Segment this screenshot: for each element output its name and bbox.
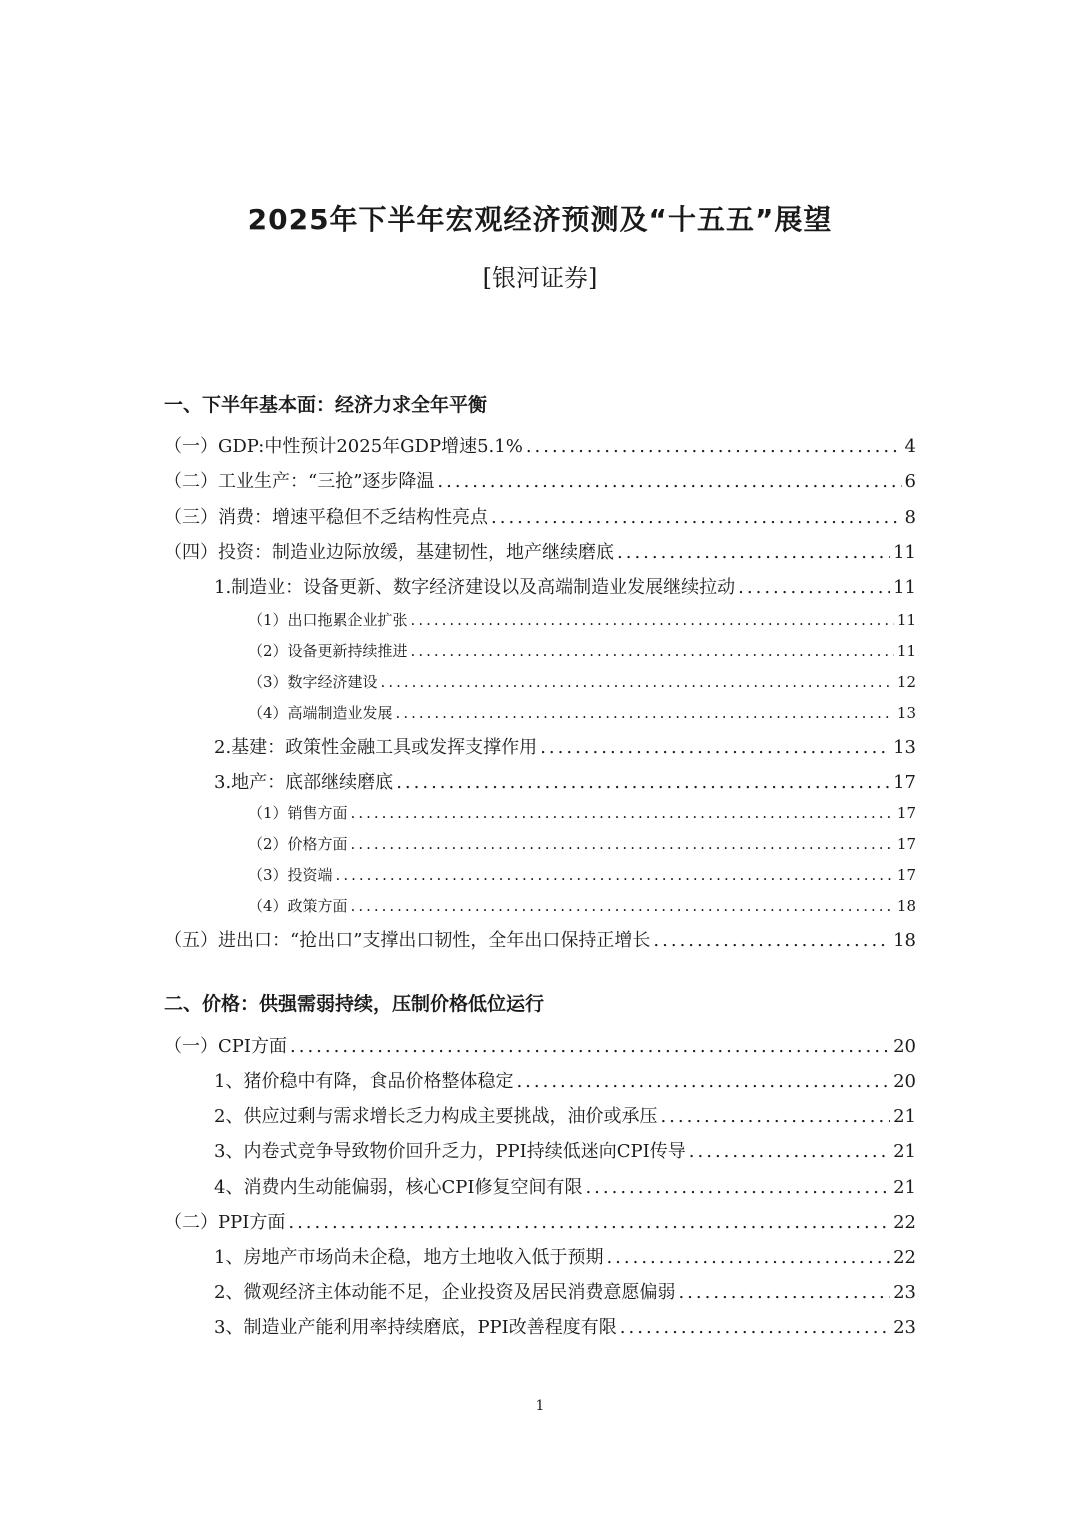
toc-entry-label: （3）投资端: [248, 866, 333, 884]
page-number: 1: [535, 1398, 545, 1414]
toc-leader-dots: [660, 1106, 890, 1127]
toc-leader-dots: [351, 897, 894, 915]
toc-entry-page: 21: [893, 1106, 916, 1127]
toc-entry-label: 2、微观经济主体动能不足，企业投资及居民消费意愿偏弱: [214, 1282, 676, 1303]
toc-leader-dots: [526, 436, 902, 457]
toc-leader-dots: [288, 1212, 890, 1233]
toc-leader-dots: [738, 577, 890, 598]
toc-entry[interactable]: [164, 1208, 916, 1234]
toc-entry-page: 22: [893, 1212, 916, 1233]
toc-entry[interactable]: [248, 640, 916, 661]
toc-entry[interactable]: [214, 733, 916, 759]
toc-entry-label: （3）数字经济建设: [248, 673, 378, 691]
document-title: 2025年下半年宏观经济预测及“十五五”展望: [247, 203, 833, 236]
toc-leader-dots: [516, 1071, 890, 1092]
toc-entry-page: 11: [893, 577, 916, 598]
toc-leader-dots: [689, 1141, 890, 1162]
toc-entry-label: （2）价格方面: [248, 835, 348, 853]
toc-leader-dots: [396, 772, 890, 793]
toc-entry-page: 8: [904, 507, 916, 528]
toc-entry-label: （4）高端制造业发展: [248, 704, 393, 722]
toc-entry[interactable]: [248, 609, 916, 630]
toc-entry-page: 23: [893, 1282, 916, 1303]
toc-leader-dots: [411, 611, 894, 629]
toc-entry-label: 1、房地产市场尚未企稳，地方土地收入低于预期: [214, 1247, 604, 1268]
toc-entry[interactable]: [214, 1102, 916, 1128]
toc-leader-dots: [351, 804, 894, 822]
toc-entry-page: 13: [896, 704, 916, 722]
toc-entry[interactable]: [214, 1313, 916, 1339]
toc-entry[interactable]: [164, 926, 916, 952]
toc-entry[interactable]: [214, 1173, 916, 1199]
toc-entry[interactable]: [214, 1243, 916, 1269]
toc-entry-label: （二）工业生产：“三抢”逐步降温: [164, 471, 435, 492]
toc-entry-label: 2.基建：政策性金融工具或发挥支撑作用: [214, 737, 538, 758]
toc-leader-dots: [606, 1247, 890, 1268]
toc-entry-page: 21: [893, 1141, 916, 1162]
toc-entry[interactable]: [164, 538, 916, 564]
toc-entry-page: 12: [896, 673, 916, 691]
toc-entry-page: 18: [893, 930, 916, 951]
toc-entry-label: （一）CPI方面: [164, 1036, 287, 1057]
toc-entry-page: 11: [896, 611, 916, 629]
toc-entry[interactable]: [214, 573, 916, 599]
toc-leader-dots: [617, 542, 890, 563]
toc-entry-page: 20: [893, 1071, 916, 1092]
toc-entry-page: 17: [896, 835, 916, 853]
toc-entry-page: 17: [896, 804, 916, 822]
toc-entry[interactable]: [164, 503, 916, 529]
toc-entry-label: 3.地产：底部继续磨底: [214, 772, 394, 793]
toc-leader-dots: [381, 673, 894, 691]
toc-entry-page: 22: [893, 1247, 916, 1268]
toc-entry-page: 17: [893, 772, 916, 793]
toc-leader-dots: [653, 930, 890, 951]
toc-entry-page: 20: [893, 1036, 916, 1057]
toc-entry-label: （五）进出口：“抢出口”支撑出口韧性，全年出口保持正增长: [164, 930, 651, 951]
toc-leader-dots: [351, 835, 894, 853]
toc-entry-label: （三）消费：增速平稳但不乏结构性亮点: [164, 507, 488, 528]
toc-entry[interactable]: [164, 432, 916, 458]
toc-leader-dots: [491, 507, 902, 528]
toc-entry-page: 23: [893, 1317, 916, 1338]
toc-entry-page: 21: [893, 1177, 916, 1198]
toc-entry[interactable]: [214, 1137, 916, 1163]
toc-entry-label: 3、内卷式竞争导致物价回升乏力，PPI持续低迷向CPI传导: [214, 1141, 686, 1162]
toc-entry[interactable]: [214, 768, 916, 794]
document-source: [银河证券]: [482, 264, 598, 292]
toc-leader-dots: [396, 704, 894, 722]
toc-entry[interactable]: [164, 467, 916, 493]
toc-leader-dots: [336, 866, 894, 884]
toc-entry[interactable]: [214, 1067, 916, 1093]
toc-entry-label: 3、制造业产能利用率持续磨底，PPI改善程度有限: [214, 1317, 617, 1338]
toc-leader-dots: [585, 1177, 890, 1198]
section-heading: 二、价格：供强需弱持续，压制价格低位运行: [164, 993, 545, 1015]
toc-entry-page: 18: [896, 897, 916, 915]
toc-leader-dots: [411, 642, 894, 660]
toc-entry-label: 2、供应过剩与需求增长乏力构成主要挑战，油价或承压: [214, 1106, 658, 1127]
toc-leader-dots: [540, 737, 890, 758]
toc-entry-page: 4: [904, 436, 916, 457]
toc-entry-page: 6: [904, 471, 916, 492]
toc-entry[interactable]: [248, 702, 916, 723]
toc-entry-label: 1、猪价稳中有降，食品价格整体稳定: [214, 1071, 514, 1092]
toc-entry-label: （2）设备更新持续推进: [248, 642, 408, 660]
toc-entry[interactable]: [248, 802, 916, 823]
toc-entry[interactable]: [164, 1032, 916, 1058]
toc-entry-label: （二）PPI方面: [164, 1212, 286, 1233]
toc-entry[interactable]: [248, 895, 916, 916]
toc-entry[interactable]: [248, 833, 916, 854]
toc-leader-dots: [290, 1036, 890, 1057]
toc-entry-page: 13: [893, 737, 916, 758]
toc-entry-label: （一）GDP:中性预计2025年GDP增速5.1%: [164, 436, 523, 457]
toc-entry-label: （4）政策方面: [248, 897, 348, 915]
toc-entry-page: 11: [893, 542, 916, 563]
toc-leader-dots: [620, 1317, 890, 1338]
toc-leader-dots: [678, 1282, 890, 1303]
toc-entry-label: （1）出口拖累企业扩张: [248, 611, 408, 629]
section-heading: 一、下半年基本面：经济力求全年平衡: [164, 394, 488, 416]
toc-entry-page: 17: [896, 866, 916, 884]
toc-entry[interactable]: [214, 1278, 916, 1304]
toc-entry[interactable]: [248, 864, 916, 885]
toc-leader-dots: [437, 471, 901, 492]
toc-entry-label: 1.制造业：设备更新、数字经济建设以及高端制造业发展继续拉动: [214, 577, 736, 598]
toc-entry[interactable]: [248, 671, 916, 692]
toc-entry-label: （四）投资：制造业边际放缓，基建韧性，地产继续磨底: [164, 542, 614, 563]
toc-entry-page: 11: [896, 642, 916, 660]
toc-entry-label: （1）销售方面: [248, 804, 348, 822]
toc-entry-label: 4、消费内生动能偏弱，核心CPI修复空间有限: [214, 1177, 583, 1198]
